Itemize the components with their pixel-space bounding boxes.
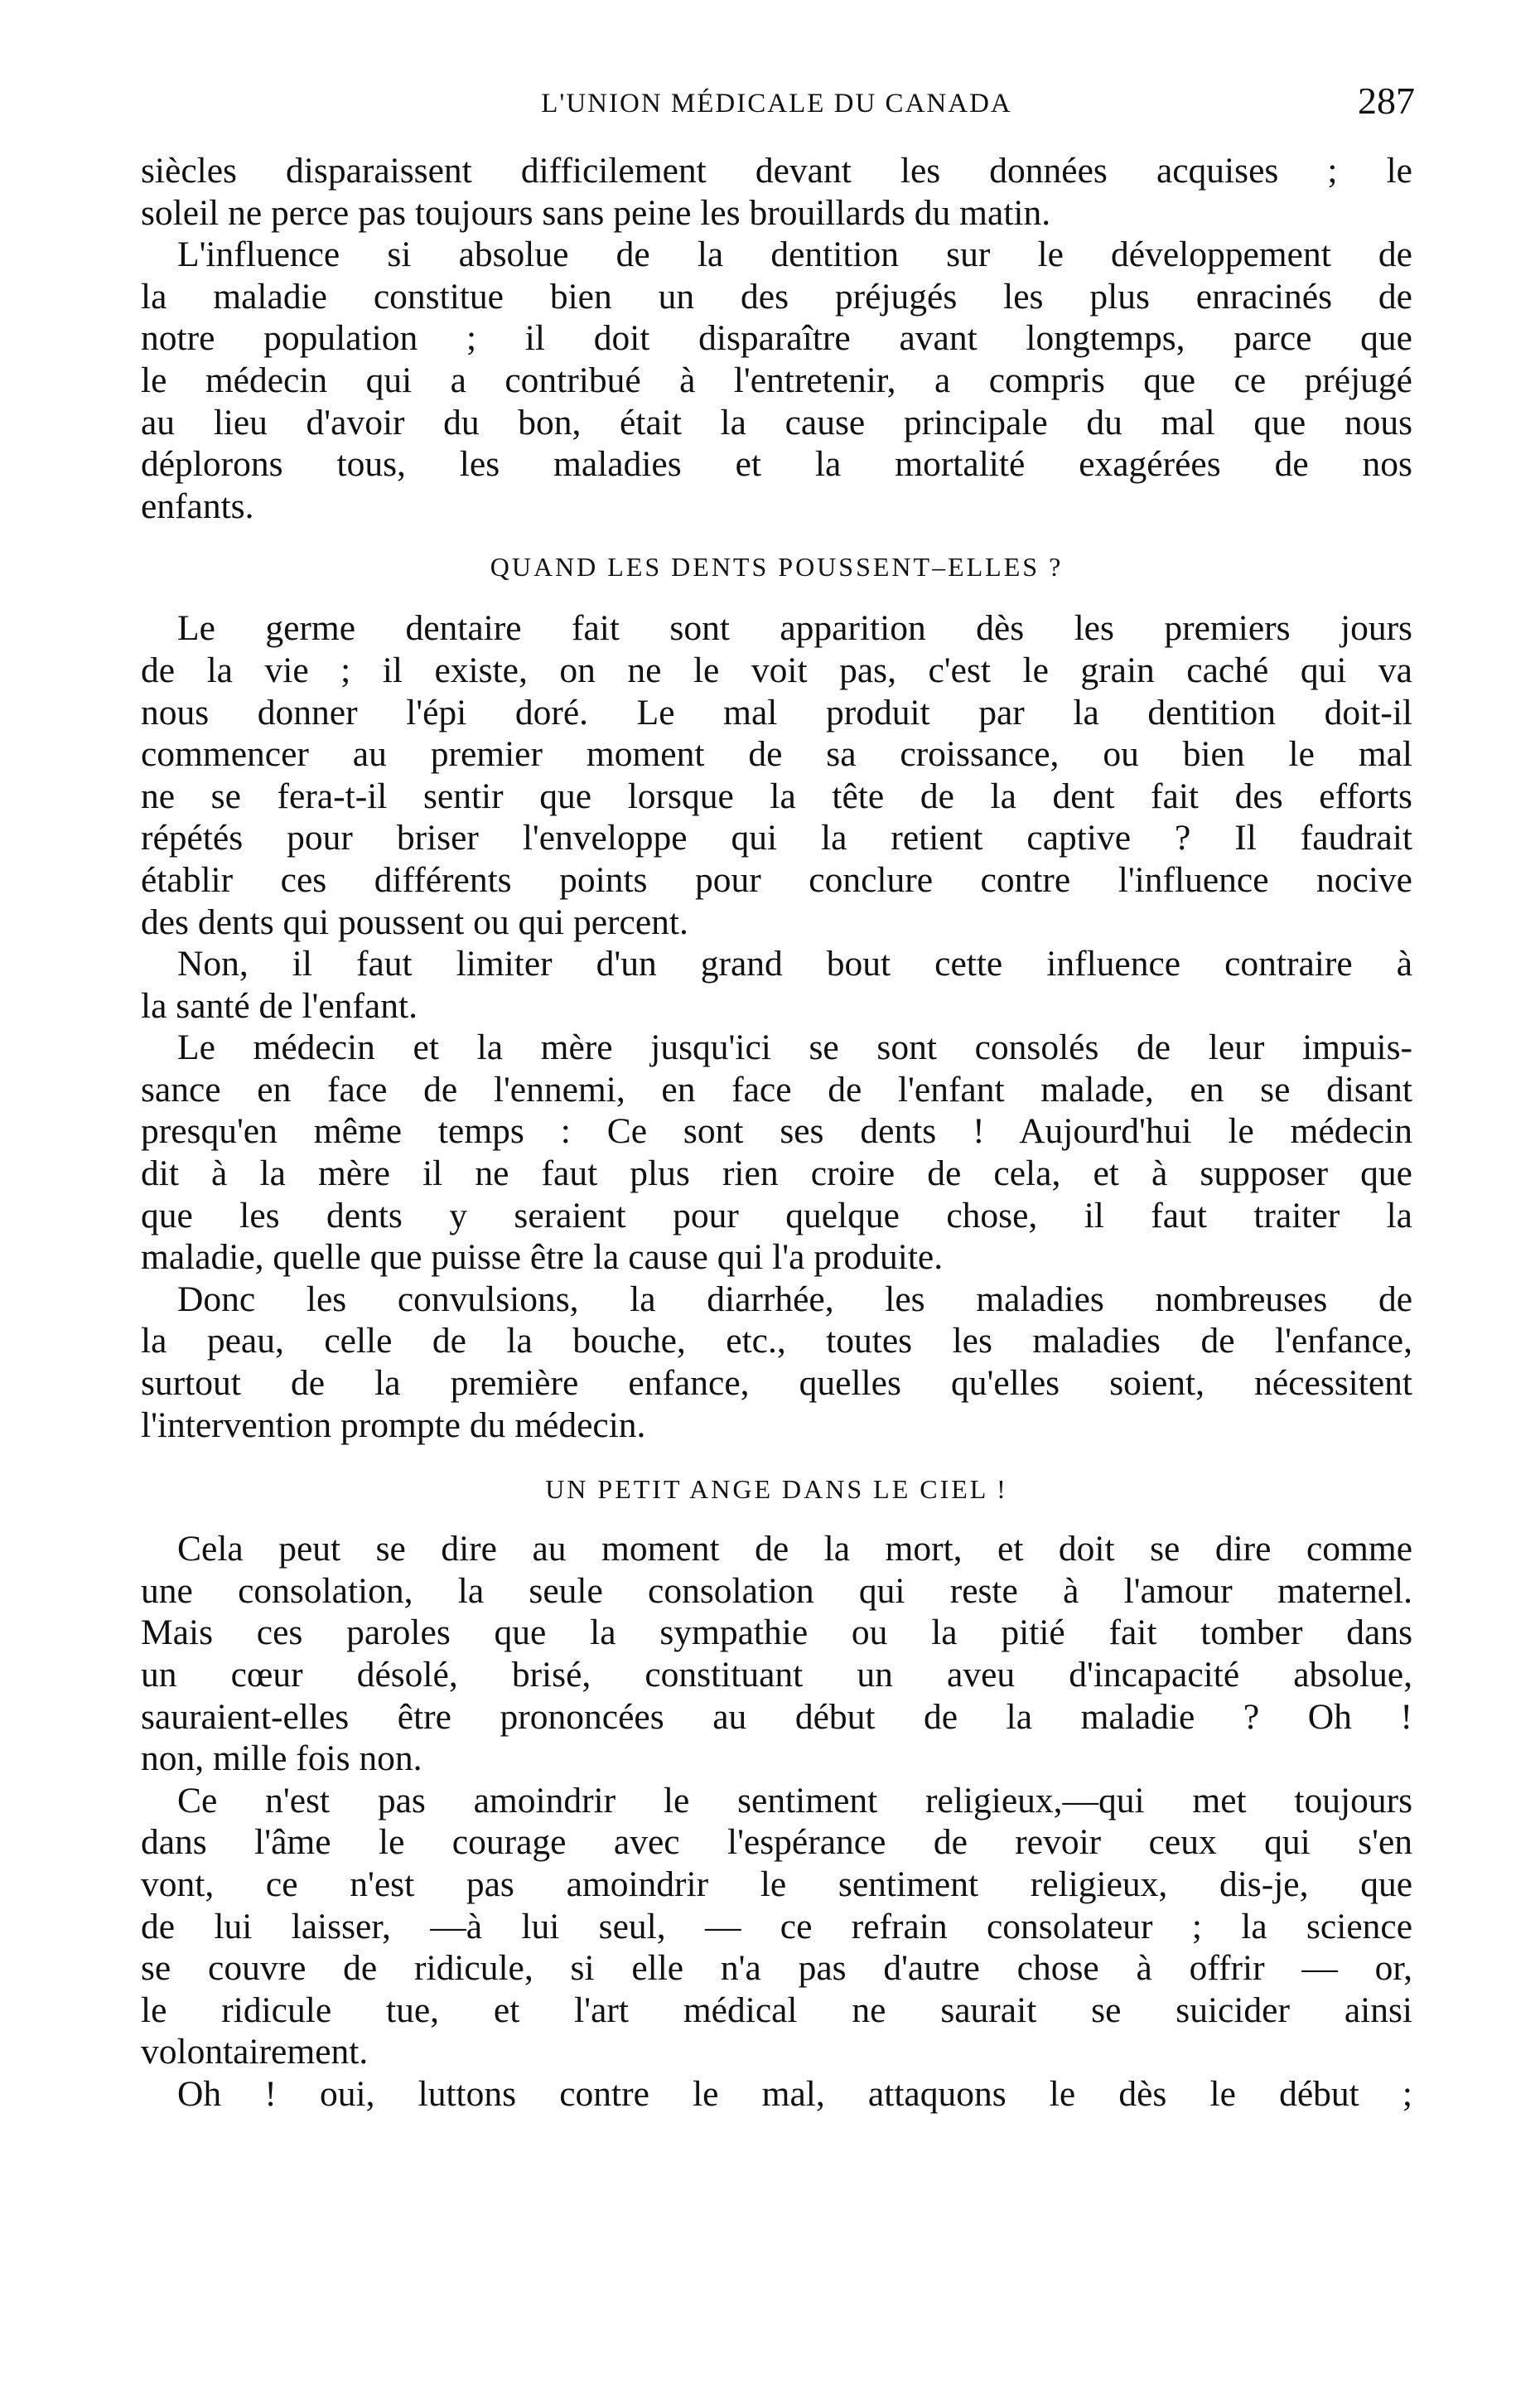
page <box>141 79 1415 2115</box>
text-line: une consolation, la seule consolation qui reste à l'amour maternel. <box>141 1570 1412 1611</box>
text-line: le ridicule tue, et l'art médical ne saurait se suicider ainsi <box>141 1990 1412 2030</box>
page-number: 287 <box>1358 80 1415 122</box>
text-line: que les dents y seraient pour quelque chose, il faut traiter la <box>141 1195 1412 1235</box>
text-line: commencer au premier moment de sa croissance, ou bien le mal <box>141 734 1412 775</box>
text-line: répétés pour briser l'enveloppe qui la retient captive ? Il faudrait <box>141 818 1412 858</box>
text-line: sance en face de l'ennemi, en face de l'enfant malade, en se disant <box>141 1069 1412 1110</box>
body-section-3 <box>141 1528 1412 2115</box>
text-line: dit à la mère il ne faut plus rien croire de cela, et à supposer que <box>141 1153 1412 1194</box>
text-line: sauraient-elles être prononcées au début de la maladie ? Oh ! <box>141 1696 1412 1737</box>
body-section-1 <box>141 150 1412 527</box>
text-line: vont, ce n'est pas amoindrir le sentiment religieux, dis-je, que <box>141 1864 1412 1904</box>
text-line: la maladie constitue bien un des préjugés les plus enracinés de <box>141 276 1412 317</box>
text-line: au lieu d'avoir du bon, était la cause principale du mal que nous <box>141 402 1412 442</box>
text-line: déplorons tous, les maladies et la mortalité exagérées de nos <box>141 444 1412 485</box>
text-line: le médecin qui a contribué à l'entretenir, a compris que ce préjugé <box>141 360 1412 400</box>
text-line: Cela peut se dire au moment de la mort, et doit se dire comme <box>177 1529 1412 1569</box>
text-line: Donc les convulsions, la diarrhée, les maladies nombreuses de <box>177 1279 1412 1319</box>
text-line: enfants. <box>141 486 254 526</box>
text-line: l'intervention prompte du médecin. <box>141 1405 646 1445</box>
text-line: se couvre de ridicule, si elle n'a pas d'autre chose à offrir — or, <box>141 1948 1412 1989</box>
text-line: Non, il faut limiter d'un grand bout cette influence contraire à <box>177 944 1412 984</box>
text-line: nous donner l'épi doré. Le mal produit par la dentition doit-il <box>141 692 1412 733</box>
body-section-2 <box>141 607 1412 1446</box>
text-line: la peau, celle de la bouche, etc., toutes les maladies de l'enfance, <box>141 1321 1412 1361</box>
running-header <box>141 79 1415 128</box>
text-line: Le germe dentaire fait sont apparition dès les premiers jours <box>177 608 1412 649</box>
running-title: L'UNION MÉDICALE DU CANADA <box>541 89 1012 118</box>
text-line: presqu'en même temps : Ce sont ses dents ! Aujourd'hui le médecin <box>141 1111 1412 1152</box>
text-line: ne se fera-t-il sentir que lorsque la tête de la dent fait des efforts <box>141 776 1412 816</box>
text-line: maladie, quelle que puisse être la cause qui l'a produite. <box>141 1237 944 1278</box>
text-line: Ce n'est pas amoindrir le sentiment religieux,—qui met toujours <box>177 1780 1412 1821</box>
text-line: non, mille fois non. <box>141 1738 422 1779</box>
text-line: L'influence si absolue de la dentition sur le développement de <box>177 235 1412 275</box>
text-line: Le médecin et la mère jusqu'ici se sont consolés de leur impuis- <box>177 1028 1412 1068</box>
text-line: volontairement. <box>141 2032 369 2072</box>
text-line: soleil ne perce pas toujours sans peine les brouillards du matin. <box>141 192 1051 233</box>
text-line: notre population ; il doit disparaître avant longtemps, parce que <box>141 318 1412 359</box>
section-heading: QUAND LES DENTS POUSSENT–ELLES ? <box>490 552 1064 583</box>
text-line: surtout de la première enfance, quelles qu'elles soient, nécessitent <box>141 1363 1412 1404</box>
text-line: des dents qui poussent ou qui percent. <box>141 902 688 942</box>
section-heading: UN PETIT ANGE DANS LE CIEL ! <box>545 1474 1008 1505</box>
text-line: établir ces différents points pour conclure contre l'influence nocive <box>141 859 1412 900</box>
text-line: de la vie ; il existe, on ne le voit pas, c'est le grain caché qui va <box>141 650 1412 690</box>
text-line: siècles disparaissent difficilement devant les données acquises ; le <box>141 151 1412 191</box>
text-line: un cœur désolé, brisé, constituant un aveu d'incapacité absolue, <box>141 1655 1412 1695</box>
text-line: de lui laisser, —à lui seul, — ce refrain consolateur ; la science <box>141 1906 1412 1946</box>
text-line: Mais ces paroles que la sympathie ou la pitié fait tomber dans <box>141 1613 1412 1653</box>
text-line: dans l'âme le courage avec l'espérance de revoir ceux qui s'en <box>141 1822 1412 1863</box>
text-line: la santé de l'enfant. <box>141 985 418 1026</box>
text-line: Oh ! oui, luttons contre le mal, attaquons le dès le début ; <box>177 2073 1412 2114</box>
